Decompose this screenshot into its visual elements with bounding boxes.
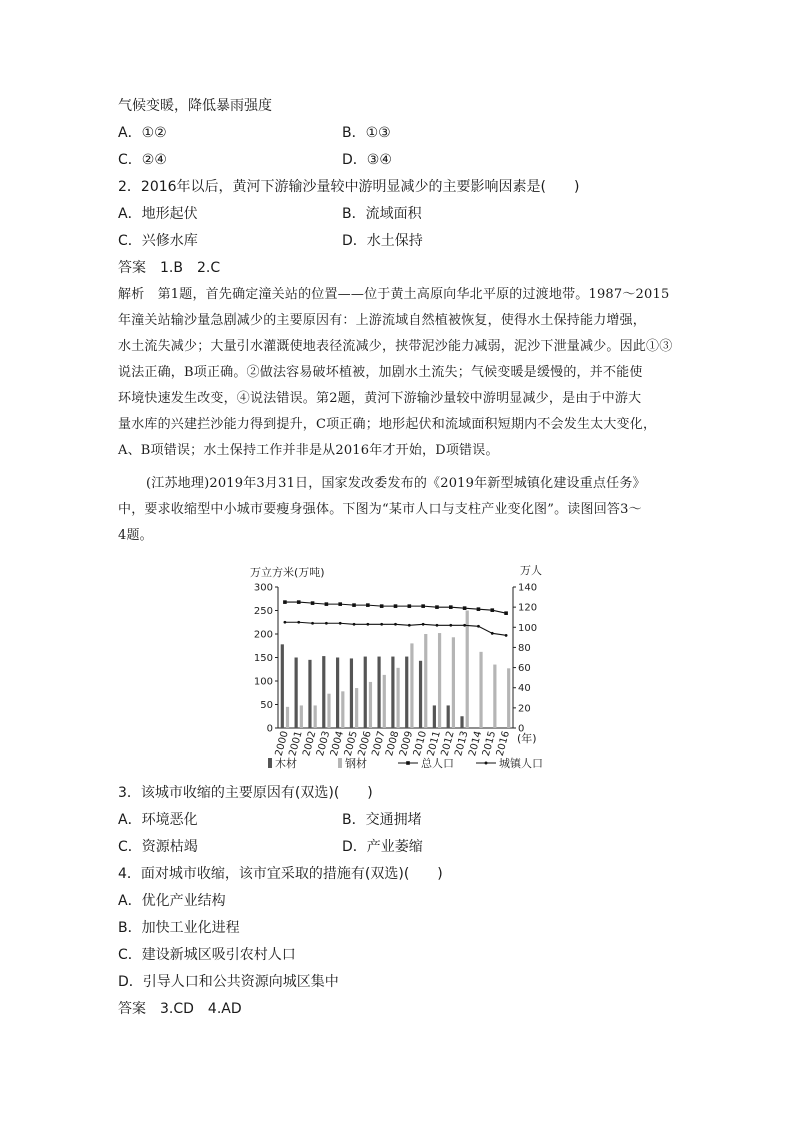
x-axis-unit: (年) bbox=[517, 732, 537, 745]
bar-steel bbox=[397, 668, 400, 728]
explanation-line-4: 说法正确，B项正确。②做法容易破坏植被，加剧水土流失；气候变暖是缓慢的，并不能使 bbox=[118, 365, 643, 380]
explanation-line-2: 年潼关站输沙量急剧减少的主要原因有：上游流域自然植被恢复，使得水土保持能力增强， bbox=[118, 313, 647, 328]
legend-label-2: 总人口 bbox=[421, 757, 454, 770]
y-left-axis-title: 万立方米(万吨) bbox=[250, 566, 325, 579]
urban-population-point bbox=[505, 634, 508, 637]
urban-population-point bbox=[449, 624, 452, 627]
x-tick-label: 2016 bbox=[494, 729, 512, 758]
total-population-point bbox=[421, 604, 425, 608]
total-population-point bbox=[408, 604, 412, 608]
urban-population-point bbox=[408, 624, 411, 627]
bar-wood bbox=[350, 658, 353, 728]
urban-population-point bbox=[325, 622, 328, 625]
intro-line-3: 4题。 bbox=[118, 528, 153, 543]
explanation-line-5: 环境快速发生改变，④说法错误。第2题，黄河下游输沙量较中游明显减少，是由于中游大 bbox=[118, 391, 642, 406]
y-left-tick-label: 100 bbox=[253, 676, 273, 688]
x-tick-label: 2012 bbox=[439, 729, 457, 758]
urban-population-point bbox=[477, 625, 480, 628]
q4-option-b: B．加快工业化进程 bbox=[118, 920, 240, 936]
x-tick-label: 2008 bbox=[384, 729, 402, 758]
bar-steel bbox=[424, 634, 427, 728]
bar-steel bbox=[493, 665, 496, 728]
urban-population-point bbox=[436, 624, 439, 627]
y-left-tick-label: 150 bbox=[253, 653, 273, 664]
intro-line-1: (江苏地理)2019年3月31日，国家发改委发布的《2019年新型城镇化建设重点任务》 bbox=[146, 476, 646, 491]
total-population-point bbox=[283, 600, 287, 604]
y-right-tick-label: 60 bbox=[518, 663, 531, 675]
population-industry-chart bbox=[238, 560, 558, 780]
bar-steel bbox=[341, 691, 344, 728]
x-tick-label: 2011 bbox=[425, 729, 443, 758]
total-population-point bbox=[463, 606, 467, 610]
y-left-tick-label: 300 bbox=[253, 582, 273, 594]
intro-line-2: 中，要求收缩型中小城市要瘦身强体。下图为“某市人口与支柱产业变化图”。读图回答3～ bbox=[118, 502, 642, 517]
explanation-line-7: A、B项错误；水土保持工作并非是从2016年才开始，D项错误。 bbox=[118, 443, 499, 458]
q2-option-b: B．流域面积 bbox=[342, 206, 422, 222]
bar-steel bbox=[410, 643, 413, 728]
bar-wood bbox=[391, 657, 394, 728]
bar-wood bbox=[295, 658, 298, 729]
q4-option-c: C．建设新城区吸引农村人口 bbox=[118, 947, 296, 963]
legend-label-0: 木材 bbox=[275, 757, 297, 770]
q1-option-b: B．①③ bbox=[342, 125, 391, 141]
bar-wood bbox=[308, 660, 311, 728]
urban-population-point bbox=[380, 623, 383, 626]
urban-population-point bbox=[491, 632, 494, 635]
y-right-axis-title: 万人 bbox=[520, 564, 542, 577]
answer-1-2: 答案 1.B 2.C bbox=[118, 260, 221, 276]
q2-option-a: A．地形起伏 bbox=[118, 206, 198, 222]
urban-population-point bbox=[339, 622, 342, 625]
bar-steel bbox=[369, 682, 372, 728]
urban-population-point bbox=[463, 624, 466, 627]
legend-label-1: 钢材 bbox=[345, 757, 367, 770]
total-population-point bbox=[338, 602, 342, 606]
bar-steel bbox=[327, 694, 330, 728]
x-tick-label: 2001 bbox=[287, 729, 305, 758]
y-left-tick-label: 50 bbox=[260, 700, 273, 711]
total-population-point bbox=[394, 604, 398, 608]
bar-wood bbox=[460, 716, 463, 728]
total-population-point bbox=[325, 602, 329, 606]
bar-wood bbox=[336, 658, 339, 729]
prev-option-text: 气候变暖，降低暴雨强度 bbox=[118, 98, 272, 114]
total-population-point bbox=[366, 603, 370, 607]
total-population-point bbox=[504, 611, 508, 615]
x-tick-label: 2013 bbox=[453, 729, 471, 758]
bar-wood bbox=[322, 656, 325, 728]
q1-option-d: D．③④ bbox=[342, 152, 392, 168]
bar-steel bbox=[286, 707, 289, 728]
bar-wood bbox=[405, 657, 408, 728]
y-left-tick-label: 0 bbox=[266, 723, 273, 735]
q3-stem: 3．该城市收缩的主要原因有(双选)( ) bbox=[118, 785, 373, 801]
explanation-line-6: 量水库的兴建拦沙能力得到提升，C项正确；地形起伏和流域面积短期内不会发生太大变化， bbox=[118, 417, 657, 432]
x-tick-label: 2003 bbox=[315, 729, 333, 758]
bar-wood bbox=[364, 657, 367, 728]
total-population-point bbox=[449, 605, 453, 609]
x-tick-label: 2006 bbox=[356, 729, 374, 758]
q1-option-a: A．①② bbox=[118, 125, 167, 141]
total-population-point bbox=[435, 605, 439, 609]
bar-wood bbox=[377, 657, 380, 728]
urban-population-point bbox=[394, 623, 397, 626]
urban-population-point bbox=[311, 622, 314, 625]
y-right-tick-label: 120 bbox=[518, 602, 538, 614]
bar-steel bbox=[466, 611, 469, 729]
q3-option-c: C．资源枯竭 bbox=[118, 839, 198, 855]
x-tick-label: 2015 bbox=[480, 729, 499, 758]
bar-wood bbox=[419, 661, 422, 728]
y-right-tick-label: 80 bbox=[518, 642, 531, 654]
total-population-point bbox=[352, 603, 356, 607]
x-tick-label: 2005 bbox=[342, 729, 360, 758]
bar-steel bbox=[383, 675, 386, 728]
legend-swatch-1 bbox=[338, 758, 342, 768]
bar-wood bbox=[281, 644, 284, 728]
total-population-point bbox=[490, 608, 494, 612]
bar-steel bbox=[355, 688, 358, 728]
legend-label-3: 城镇人口 bbox=[499, 757, 543, 770]
q3-option-d: D．产业萎缩 bbox=[342, 839, 423, 855]
bar-steel bbox=[452, 637, 455, 728]
x-tick-label: 2010 bbox=[411, 729, 430, 758]
legend-marker-3 bbox=[485, 762, 488, 765]
bar-steel bbox=[507, 668, 510, 728]
legend-marker-2 bbox=[406, 761, 410, 765]
q4-stem: 4．面对城市收缩，该市宜采取的措施有(双选)( ) bbox=[118, 866, 443, 882]
q4-option-a: A．优化产业结构 bbox=[118, 893, 226, 909]
y-right-tick-label: 20 bbox=[518, 703, 531, 715]
answer-3-4: 答案 3.CD 4.AD bbox=[118, 1001, 242, 1017]
chart-svg bbox=[238, 560, 558, 780]
q2-option-c: C．兴修水库 bbox=[118, 233, 198, 249]
q2-stem: 2．2016年以后，黄河下游输沙量较中游明显减少的主要影响因素是( ) bbox=[118, 179, 580, 195]
explanation-line-1: 解析 第1题，首先确定潼关站的位置——位于黄土高原向华北平原的过渡地带。1987～2015 bbox=[118, 287, 670, 302]
q2-option-d: D．水土保持 bbox=[342, 233, 423, 249]
x-tick-label: 2000 bbox=[273, 729, 291, 758]
total-population-point bbox=[297, 600, 301, 604]
q3-option-a: A．环境恶化 bbox=[118, 812, 198, 828]
x-tick-label: 2009 bbox=[398, 729, 416, 758]
x-tick-label: 2004 bbox=[328, 729, 347, 758]
bar-steel bbox=[314, 705, 317, 728]
urban-population-point bbox=[422, 623, 425, 626]
q1-option-c: C．②④ bbox=[118, 152, 167, 168]
bar-steel bbox=[479, 652, 482, 728]
y-right-tick-label: 0 bbox=[518, 723, 525, 735]
y-left-tick-label: 250 bbox=[253, 606, 273, 617]
total-population-point bbox=[477, 607, 481, 611]
x-tick-label: 2002 bbox=[301, 729, 319, 758]
bar-steel bbox=[438, 633, 441, 728]
x-tick-label: 2014 bbox=[467, 729, 485, 758]
bar-wood bbox=[447, 705, 450, 728]
y-right-tick-label: 140 bbox=[518, 582, 538, 594]
y-right-tick-label: 40 bbox=[518, 683, 531, 695]
y-left-tick-label: 200 bbox=[253, 629, 273, 641]
urban-population-point bbox=[284, 621, 287, 624]
bar-steel bbox=[300, 705, 303, 728]
explanation-line-3: 水土流失减少；大量引水灌溉使地表径流减少，挟带泥沙能力减弱，泥沙下泄量减少。因此①③ bbox=[118, 339, 673, 354]
x-tick-label: 2007 bbox=[370, 729, 388, 758]
q3-option-b: B．交通拥堵 bbox=[342, 812, 422, 828]
y-right-tick-label: 100 bbox=[518, 622, 538, 634]
total-population-point bbox=[380, 604, 384, 608]
bar-wood bbox=[433, 705, 436, 728]
urban-population-point bbox=[366, 623, 369, 626]
legend-swatch-0 bbox=[268, 758, 272, 768]
q4-option-d: D．引导人口和公共资源向城区集中 bbox=[118, 974, 339, 990]
urban-population-point bbox=[353, 623, 356, 626]
total-population-point bbox=[311, 601, 315, 605]
urban-population-point bbox=[297, 621, 300, 624]
